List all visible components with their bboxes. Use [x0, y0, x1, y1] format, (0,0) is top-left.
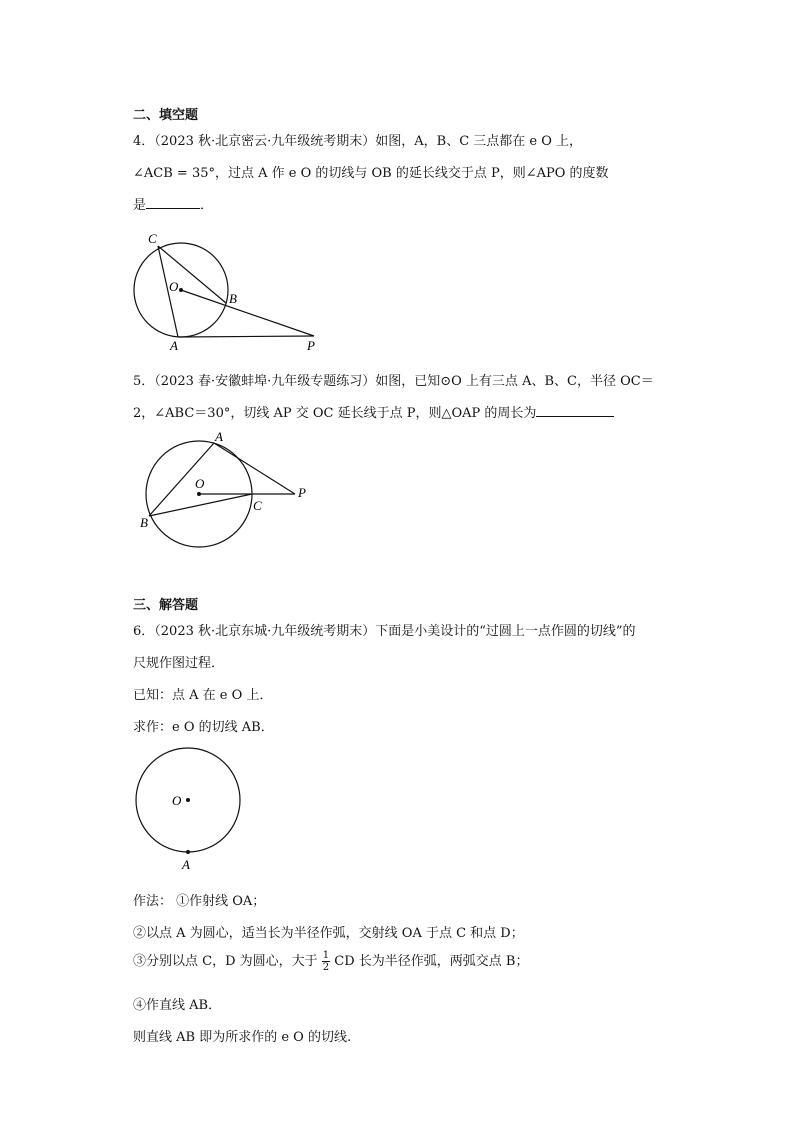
q6-line-1: 6．（2023 秋·北京东城·九年级统考期末）下面是小美设计的“过圆上一点作圆的切线”的 — [133, 624, 636, 639]
q4-label-c: C — [148, 231, 157, 246]
q4-line-2: ∠ACB = 35°，过点 A 作 e O 的切线与 OB 的延长线交于点 P，则∠APO 的度数 — [133, 166, 609, 181]
q6-center-dot — [186, 798, 190, 802]
q4-figure — [125, 228, 325, 354]
q6-fraction-half — [322, 950, 330, 973]
q5-label-p: P — [298, 485, 306, 500]
section-title-fill-in: 二、填空题 — [133, 108, 199, 123]
q5-figure — [135, 425, 315, 555]
q6-step-1: 作法： ①作射线 OA； — [133, 894, 266, 909]
q6-point-a-dot — [186, 850, 190, 854]
q4-segment-ap — [178, 336, 314, 337]
q6-step-4: ④作直线 AB． — [133, 998, 222, 1013]
q6-label-o: O — [172, 793, 182, 808]
q4-label-b: B — [229, 291, 237, 306]
q4-label-a: A — [170, 338, 178, 353]
q5-line-2 — [133, 402, 614, 421]
q4-line-3-suffix: ． — [200, 198, 214, 213]
q6-step-3-suffix: CD 长为半径作弧，两弧交点 B； — [334, 954, 529, 969]
q6-conclusion: 则直线 AB 即为所求作的 e O 的切线. — [133, 1030, 352, 1045]
q4-line-3-prefix: 是 — [133, 198, 147, 213]
q4-line-1: 4．（2023 秋·北京密云·九年级统考期末）如图，A，B、C 三点都在 e O 上， — [133, 134, 583, 149]
q6-figure — [130, 745, 250, 875]
q5-line-1: 5．（2023 春·安徽蚌埠·九年级专题练习）如图，已知⊙O 上有三点 A、B、C，半径 OC＝ — [133, 374, 654, 389]
q5-label-a: A — [215, 429, 223, 444]
q4-label-p: P — [307, 338, 315, 353]
q5-label-o: O — [195, 476, 205, 491]
q6-line-2: 尺规作图过程． — [133, 656, 225, 671]
q4-answer-blank[interactable] — [146, 196, 200, 209]
q6-step-3-prefix: ③分别以点 C，D 为圆心，大于 — [133, 954, 318, 969]
q4-center-dot — [179, 288, 183, 292]
q6-known: 已知：点 A 在 e O 上． — [133, 688, 273, 703]
q4-line-3 — [133, 194, 213, 213]
q5-tangent-ap — [214, 443, 295, 494]
q4-label-o: O — [169, 279, 179, 294]
q6-fraction-numerator: 1 — [322, 950, 330, 961]
q5-center-dot — [197, 492, 201, 496]
q5-label-c: C — [253, 498, 262, 513]
q5-label-b: B — [140, 515, 148, 530]
q4-line-op — [181, 290, 314, 336]
q6-fraction-denominator: 2 — [322, 962, 330, 973]
q5-segment-bc — [149, 494, 252, 516]
q6-step-2: ②以点 A 为圆心，适当长为半径作弧，交射线 OA 于点 C 和点 D； — [133, 926, 524, 941]
q6-label-a: A — [182, 857, 190, 872]
q6-find: 求作：e O 的切线 AB． — [133, 720, 274, 735]
q5-line-2-text: 2，∠ABC＝30°，切线 AP 交 OC 延长线于点 P，则△OAP 的周长为 — [133, 406, 537, 421]
section-title-solutions: 三、解答题 — [133, 598, 199, 613]
q6-step-3 — [133, 950, 529, 973]
q5-answer-blank[interactable] — [536, 404, 614, 417]
